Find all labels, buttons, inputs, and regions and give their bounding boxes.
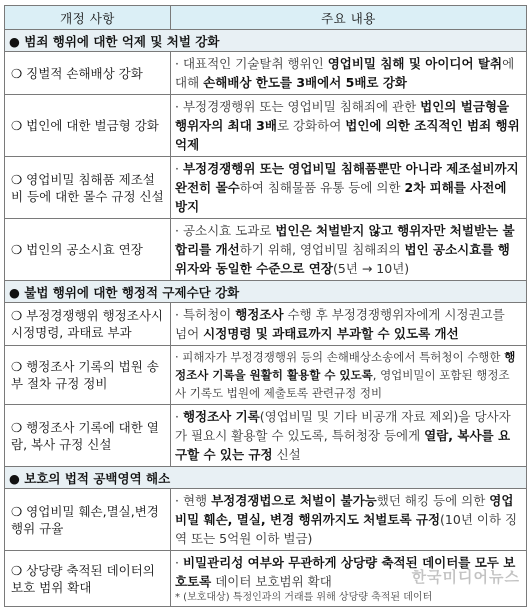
table-row bbox=[5, 303, 527, 346]
content-highlight: 손해배상 한도를 3배에서 5배로 강화 bbox=[203, 75, 407, 90]
content-text: , 영업비밀이 포함된 행정조사 기록도 법원에 제출토록 관련규정 정비 bbox=[175, 368, 510, 400]
content-text: · 피해자가 부정경쟁행위 등의 손해배상소송에서 특허청이 수행한 bbox=[175, 350, 505, 364]
content-text: 수행 후 부정경쟁행위자에게 시정권고를 넘어 bbox=[175, 307, 505, 341]
table-row bbox=[5, 52, 527, 95]
content-text: (영업비밀 및 기타 비공개 자료 제외)을 당사자가 필요시 활용할 수 있도록, 특허청장 등에게 bbox=[175, 409, 511, 443]
table-row bbox=[5, 157, 527, 219]
reform-content bbox=[171, 303, 527, 346]
content-highlight: 영업비밀 침해 및 아이디어 탈취 bbox=[327, 56, 503, 71]
content-note: * (보호대상) 특정인과의 거래를 위해 상당량 축적된 데이터 bbox=[175, 592, 433, 603]
reform-content bbox=[171, 52, 527, 95]
content-text: · bbox=[175, 161, 183, 176]
section-header-row bbox=[5, 281, 527, 303]
content-highlight: 부정경쟁법으로 처벌이 불가능 bbox=[211, 493, 377, 508]
content-highlight: 법인은 처벌받지 않고 행위자만 처벌받는 불합리를 개선 bbox=[175, 223, 515, 257]
content-text: 하여 침해물품 유통 등에 의한 bbox=[239, 180, 405, 195]
content-highlight: 영업비밀 훼손, 멸실, 변경 행위까지도 처벌토록 규정 bbox=[175, 493, 514, 527]
reform-item: ❍ 징벌적 손해배상 강화 bbox=[5, 52, 171, 95]
reform-item: ❍ 법인의 공소시효 연장 bbox=[5, 219, 171, 281]
content-text: (10년 이하 징역 또는 5억원 이하 벌금) bbox=[175, 512, 518, 546]
content-text: · 대표적인 기술탈취 행위인 bbox=[175, 56, 328, 71]
content-highlight: 열람, 복사를 요구할 수 있는 규정 bbox=[175, 428, 511, 462]
content-text: 했던 해킹 등에 의한 bbox=[376, 493, 490, 508]
table-row bbox=[5, 489, 527, 551]
reform-content bbox=[171, 405, 527, 467]
content-text: · 부정경쟁행위 또는 영업비밀 침해죄에 관한 bbox=[175, 99, 421, 114]
content-highlight: 시정명령 및 과태료까지 부과할 수 있도록 개선 bbox=[203, 326, 459, 341]
reform-table-container bbox=[4, 5, 526, 603]
reform-item: ❍ 행정조사 기록의 법원 송부 절차 규정 정비 bbox=[5, 346, 171, 405]
content-highlight: 부정경쟁행위 또는 영업비밀 침해품뿐만 아니라 제조설비까지 완전히 몰수 bbox=[175, 161, 519, 195]
table-row bbox=[5, 405, 527, 467]
reform-content bbox=[171, 157, 527, 219]
section-title: ● 범죄 행위에 대한 억제 및 처벌 강화 bbox=[5, 30, 527, 52]
content-highlight: 행정조사 기록 bbox=[182, 409, 260, 424]
reform-content bbox=[171, 346, 527, 405]
content-text: · bbox=[175, 409, 183, 424]
content-text: 에 대해 bbox=[175, 56, 515, 90]
reform-item: ❍ 법인에 대한 벌금형 강화 bbox=[5, 95, 171, 157]
content-highlight: 법인의 벌금형을 행위자의 최대 3배 bbox=[175, 99, 510, 133]
content-highlight: 행정조사 기록을 원활히 활용할 수 있도록 bbox=[175, 350, 516, 382]
content-text: 데이터 보호범위 확대 bbox=[211, 574, 332, 589]
table-row bbox=[5, 95, 527, 157]
reform-item: ❍ 영업비밀 침해품 제조설비 등에 대한 몰수 규정 신설 bbox=[5, 157, 171, 219]
header-item: 개정 사항 bbox=[5, 6, 171, 30]
content-text: · 특허청이 bbox=[175, 307, 236, 322]
reform-item: ❍ 행정조사 기록에 대한 열람, 복사 규정 신설 bbox=[5, 405, 171, 467]
reform-content bbox=[171, 219, 527, 281]
watermark-logo: 한국미디어뉴스 bbox=[411, 568, 520, 586]
reform-content bbox=[171, 489, 527, 551]
reform-table bbox=[4, 5, 527, 607]
table-row bbox=[5, 346, 527, 405]
section-header-row bbox=[5, 30, 527, 52]
content-highlight: 2차 피해를 사전에 방지 bbox=[175, 180, 507, 214]
table-row bbox=[5, 219, 527, 281]
content-text: · 현행 bbox=[175, 493, 212, 508]
content-text: 하기 위해, 영업비밀 침해죄의 bbox=[239, 242, 405, 257]
section-title: ● 불법 행위에 대한 행정적 구제수단 강화 bbox=[5, 281, 527, 303]
table-body bbox=[5, 30, 527, 607]
content-highlight: 법인 공소시효를 행위자와 동일한 수준으로 연장 bbox=[175, 242, 510, 276]
content-text: (5년 → 10년) bbox=[332, 261, 410, 276]
reform-item: ❍ 상당량 축적된 데이터의 보호 범위 확대 bbox=[5, 551, 171, 607]
content-text: 신설 bbox=[272, 447, 301, 462]
content-text: 로 강화하여 bbox=[276, 118, 346, 133]
reform-item: ❍ 영업비밀 훼손,멸실,변경 행위 규율 bbox=[5, 489, 171, 551]
table-header-row bbox=[5, 6, 527, 30]
section-header-row bbox=[5, 467, 527, 489]
reform-item: ❍ 부정경쟁행위 행정조사시 시정명령, 과태료 부과 bbox=[5, 303, 171, 346]
content-highlight: 행정조사 bbox=[235, 307, 284, 322]
content-highlight: 비밀관리성 여부와 무관하게 상당량 축적된 데이터를 모두 보호토록 bbox=[175, 555, 516, 589]
reform-content bbox=[171, 95, 527, 157]
content-text: · bbox=[175, 555, 183, 570]
section-title: ● 보호의 법적 공백영역 해소 bbox=[5, 467, 527, 489]
content-text: · 공소시효 도과로 bbox=[175, 223, 276, 238]
content-highlight: 법인에 의한 조직적인 범죄 행위 억제 bbox=[175, 118, 520, 152]
header-content: 주요 내용 bbox=[171, 6, 527, 30]
